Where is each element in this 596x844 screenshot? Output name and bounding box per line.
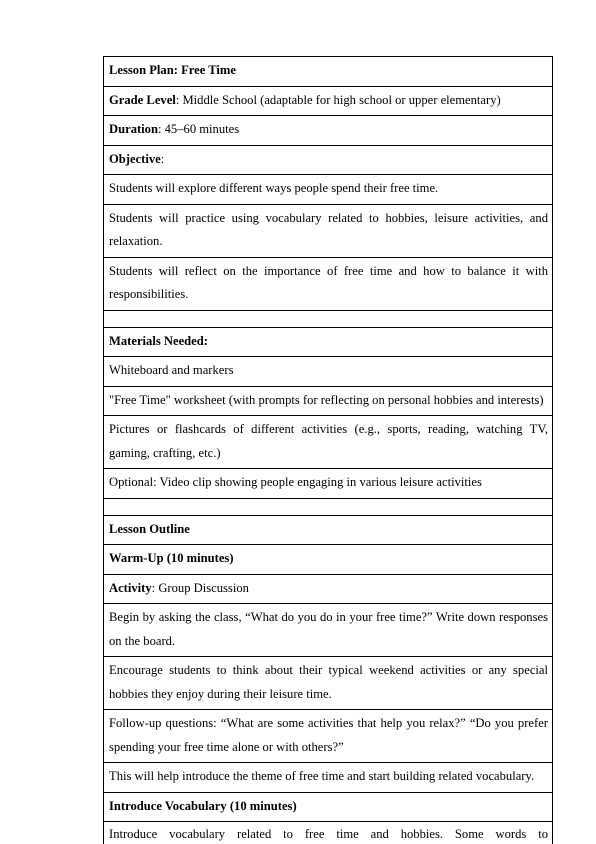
warmup-row: [104, 657, 553, 710]
objective-row: [104, 257, 553, 310]
objective-colon: :: [161, 152, 165, 166]
materials-heading-row: [104, 327, 553, 357]
objective-row: [104, 175, 553, 205]
warmup-item: This will help introduce the theme of free time and start building related vocabulary.: [104, 763, 553, 793]
duration-label: Duration: [109, 122, 158, 136]
duration-row: [104, 116, 553, 146]
activity: [104, 574, 553, 604]
grade-level-label: Grade Level: [109, 93, 176, 107]
materials-row: [104, 357, 553, 387]
objective-item: Students will explore different ways people spend their free time.: [104, 175, 553, 205]
materials-row: [104, 386, 553, 416]
grade-level: [104, 86, 553, 116]
vocab-intro: Introduce vocabulary related to free time and hobbies. Some words to: [104, 822, 553, 844]
warmup-heading-row: [104, 545, 553, 575]
warmup-row: [104, 604, 553, 657]
warmup-item: Encourage students to think about their typical weekend activities or any special hobbies they enjoy during their leisure time.: [104, 657, 553, 710]
materials-row: [104, 469, 553, 499]
objective-item: Students will practice using vocabulary related to hobbies, leisure activities, and relaxation.: [104, 204, 553, 257]
activity-row: [104, 574, 553, 604]
warmup-heading: Warm-Up (10 minutes): [104, 545, 553, 575]
duration: [104, 116, 553, 146]
materials-item: Pictures or flashcards of different activities (e.g., sports, reading, watching TV, gaming, crafting, etc.): [104, 416, 553, 469]
objective-row: [104, 204, 553, 257]
materials-heading: Materials Needed:: [104, 327, 553, 357]
objective-heading-row: [104, 145, 553, 175]
materials-row: [104, 416, 553, 469]
title-row: [104, 57, 553, 87]
spacer-row: [104, 310, 553, 327]
grade-row: [104, 86, 553, 116]
warmup-item: Follow-up questions: “What are some activities that help you relax?” “Do you prefer spending your free time alone or with others?”: [104, 710, 553, 763]
materials-item: "Free Time" worksheet (with prompts for reflecting on personal hobbies and interests): [104, 386, 553, 416]
objective-label: Objective: [109, 152, 161, 166]
materials-item: Whiteboard and markers: [104, 357, 553, 387]
objective-heading: [104, 145, 553, 175]
vocab-row: [104, 822, 553, 844]
warmup-item: Begin by asking the class, “What do you do in your free time?” Write down responses on the board.: [104, 604, 553, 657]
outline-heading-row: [104, 515, 553, 545]
empty-cell: [104, 498, 553, 515]
vocab-heading: Introduce Vocabulary (10 minutes): [104, 792, 553, 822]
objective-item: Students will reflect on the importance of free time and how to balance it with responsibilities.: [104, 257, 553, 310]
warmup-row: [104, 763, 553, 793]
activity-label: Activity: [109, 581, 152, 595]
empty-cell: [104, 310, 553, 327]
activity-value: : Group Discussion: [152, 581, 249, 595]
materials-item: Optional: Video clip showing people engaging in various leisure activities: [104, 469, 553, 499]
lesson-title: Lesson Plan: Free Time: [104, 57, 553, 87]
lesson-plan-table: [103, 56, 553, 844]
duration-value: : 45–60 minutes: [158, 122, 239, 136]
grade-level-value: : Middle School (adaptable for high school or upper elementary): [176, 93, 501, 107]
outline-heading: Lesson Outline: [104, 515, 553, 545]
warmup-row: [104, 710, 553, 763]
spacer-row: [104, 498, 553, 515]
vocab-heading-row: [104, 792, 553, 822]
